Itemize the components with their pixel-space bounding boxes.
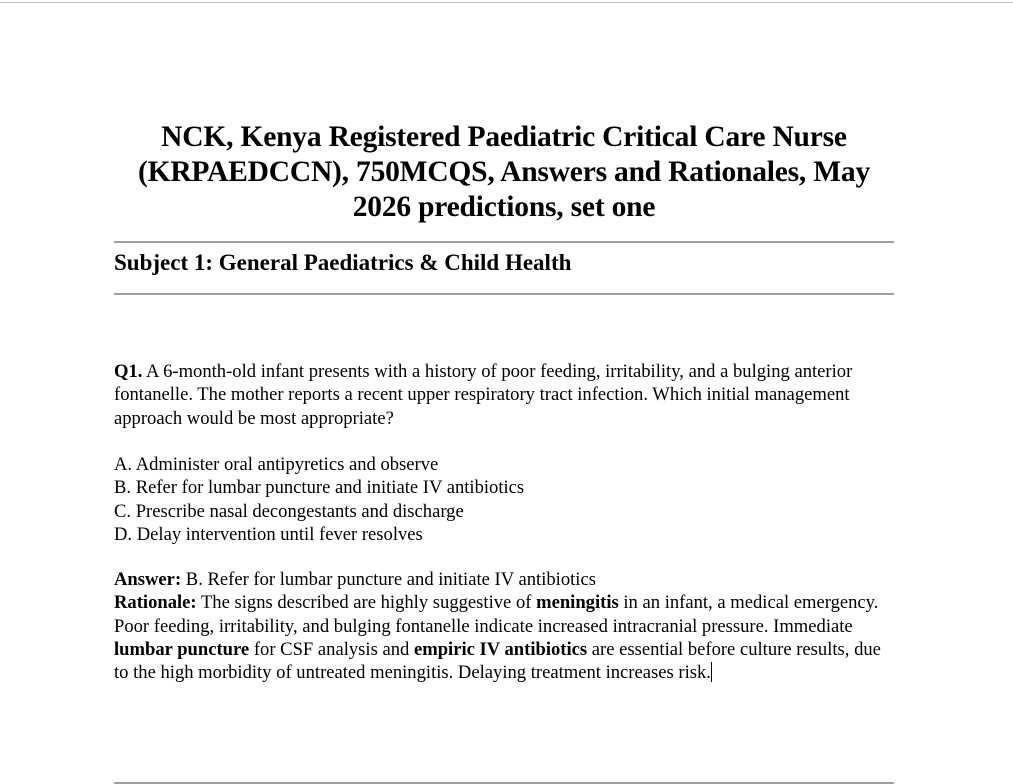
title-line-3: 2026 predictions, set one [352, 191, 656, 223]
option-d: D. Delay intervention until fever resolves [114, 523, 423, 545]
document-page[interactable] [114, 120, 894, 684]
answer-line [114, 568, 894, 591]
rationale-paragraph [114, 591, 894, 684]
document-title [114, 120, 894, 225]
question-label: Q1. [114, 361, 143, 382]
answer-block [114, 568, 894, 684]
question-text: A 6-month-old infant presents with a history of poor feeding, irritability, and a bulging anterior fontanelle. The mother reports a recent upper respiratory tract infection. Which initial management approach would be most appropriate? [114, 361, 853, 429]
window-top-border [0, 2, 1013, 3]
option-b: B. Refer for lumbar puncture and initiate IV antibiotics [114, 477, 525, 499]
title-line-2: (KRPAEDCCN), 750MCQS, Answers and Rationales, May [137, 156, 871, 188]
title-line-1: NCK, Kenya Registered Paediatric Critical Care Nurse [161, 121, 847, 153]
horizontal-rule [114, 293, 894, 295]
subject-heading: Subject 1: General Paediatrics & Child Health [114, 250, 572, 275]
text-cursor [711, 662, 712, 682]
rationale-emphasis: lumbar puncture [114, 638, 250, 660]
answer-options [114, 453, 524, 546]
rationale-text: in an infant, a medical emergency. Poor feeding, irritability, and bulging fontanelle indicate increased intracranial pressure. Immediate [114, 592, 879, 637]
rationale-emphasis: meningitis [536, 592, 619, 614]
rationale-text: for CSF analysis and [249, 638, 414, 660]
horizontal-rule [114, 241, 894, 243]
option-c: C. Prescribe nasal decongestants and discharge [114, 500, 464, 522]
rationale-text: The signs described are highly suggestive of [196, 592, 537, 614]
question-stem [114, 360, 894, 430]
rationale-text: are essential before culture results, due to the high morbidity of untreated meningitis. Delaying treatment increases risk. [114, 638, 881, 684]
option-a: A. Administer oral antipyretics and observe [114, 454, 439, 475]
answer-text: B. Refer for lumbar puncture and initiate IV antibiotics [181, 569, 596, 590]
answer-label: Answer: [114, 569, 182, 590]
rationale-emphasis: empiric IV antibiotics [413, 638, 588, 660]
rationale-label: Rationale: [114, 592, 197, 614]
